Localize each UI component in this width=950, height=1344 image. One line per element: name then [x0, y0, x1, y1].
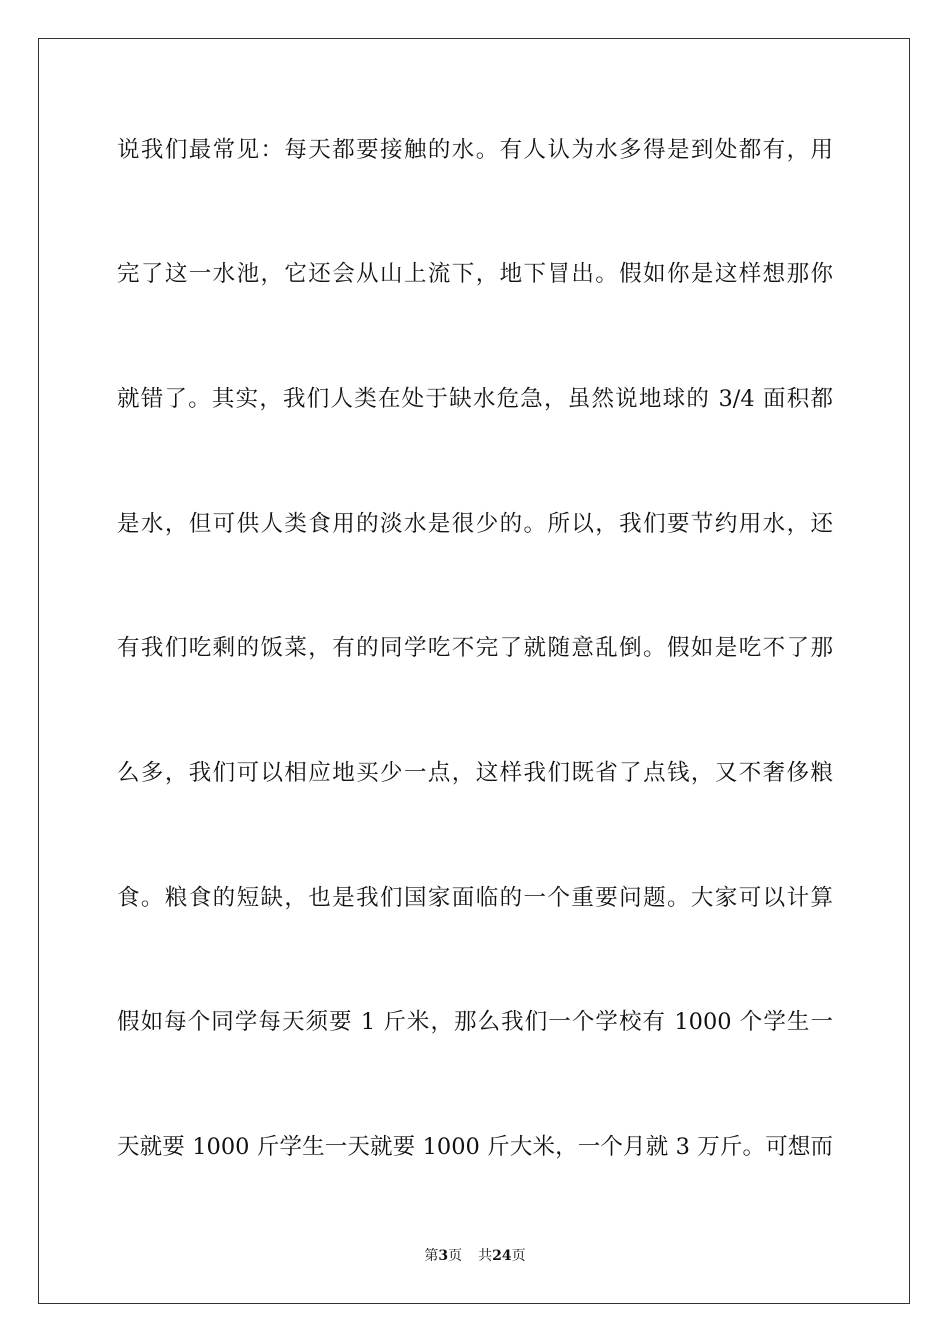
page-border: [38, 38, 910, 1304]
total-label-suffix: 页: [511, 1248, 526, 1264]
body-line-6: 么多，我们可以相应地买少一点，这样我们既省了点钱，又不奢侈粮: [117, 760, 833, 786]
page-label-prefix: 第: [424, 1248, 439, 1264]
body-line-5: 有我们吃剩的饭菜，有的同学吃不完了就随意乱倒。假如是吃不了那: [117, 635, 833, 661]
total-label-prefix: 共: [478, 1248, 493, 1264]
body-line-4: 是水，但可供人类食用的淡水是很少的。所以，我们要节约用水，还: [117, 511, 833, 537]
page-label-suffix: 页: [448, 1248, 463, 1264]
body-line-7: 食。粮食的短缺，也是我们国家面临的一个重要问题。大家可以计算: [117, 885, 833, 911]
body-line-1: 说我们最常见：每天都要接触的水。有人认为水多得是到处都有，用: [117, 137, 833, 163]
page-footer: [0, 1247, 950, 1265]
total-pages: 24: [492, 1248, 512, 1264]
page-number: 3: [438, 1248, 449, 1264]
body-line-9: 天就要 1000 斤学生一天就要 1000 斤大米，一个月就 3 万斤。可想而: [117, 1134, 833, 1160]
body-line-2: 完了这一水池，它还会从山上流下，地下冒出。假如你是这样想那你: [117, 261, 833, 287]
body-line-8: 假如每个同学每天须要 1 斤米，那么我们一个学校有 1000 个学生一: [117, 1009, 833, 1035]
body-line-3: 就错了。其实，我们人类在处于缺水危急，虽然说地球的 3/4 面积都: [117, 386, 833, 412]
